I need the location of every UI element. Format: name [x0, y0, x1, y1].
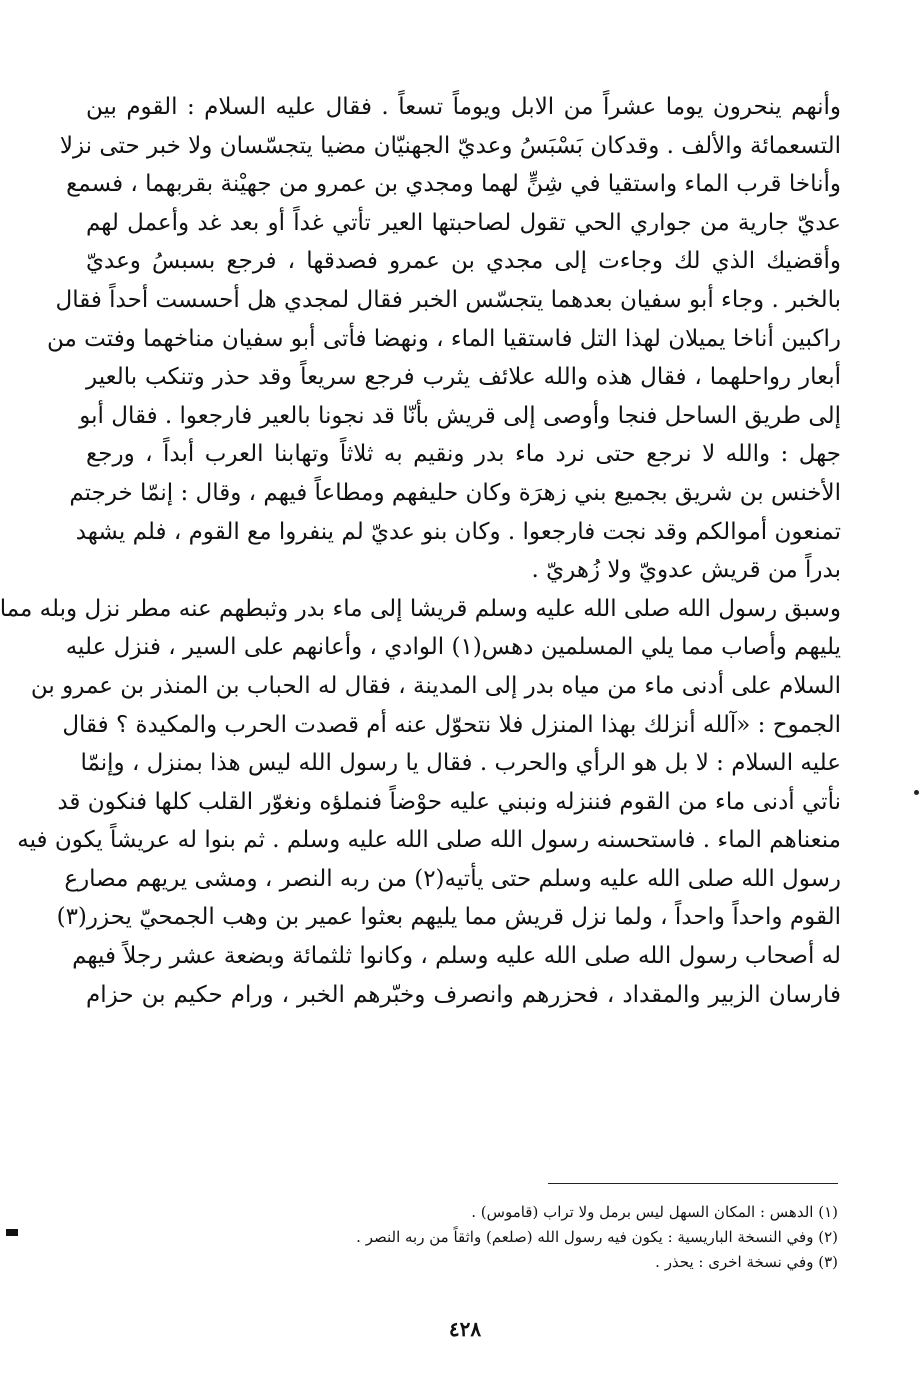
text-line: إلى طريق الساحل فنجا وأوصى إلى قريش بأنّا قد نجونا بالعير فارجعوا . فقال أبو	[79, 402, 841, 429]
text-line: وأناخا قرب الماء واستقيا في شِنٍّ لهما ومجدي بن عمرو من جهيْنة بقربهما ، فسمع	[66, 171, 841, 198]
footnote: (٢) وفي النسخة الباريسية : يكون فيه رسول الله (صلعم) واثقاً من ربه النصر .	[356, 1228, 838, 1246]
text-line: أبعار رواحلهما ، فقال هذه والله علائف يثرب فرجع سريعاً وقد حذر وتنكب بالعير	[86, 364, 841, 391]
text-line: رسول الله صلى الله عليه وسلم حتى يأتيه(٢) من ربه النصر ، ومشى يريهم مصارع	[64, 865, 841, 892]
text-line: له أصحاب رسول الله صلى الله عليه وسلم ، وكانوا ثلثمائة وبضعة عشر رجلاً فيهم	[72, 943, 841, 970]
footnote: (٣) وفي نسخة اخرى : يحذر .	[655, 1253, 838, 1271]
text-line: الجموح : «آلله أنزلك بهذا المنزل فلا نتحوّل عنه أم قصدت الحرب والمكيدة ؟ فقال	[62, 711, 841, 738]
text-line: التسعمائة والألف . وقدكان بَسْبَسُ وعديّ الجهنيّان مضيا يتجسّسان ولا خبر حتى نزلا	[59, 132, 841, 159]
text-line: منعناهم الماء . فاستحسنه رسول الله صلى الله عليه وسلم . ثم بنوا له عريشاً يكون فيه	[17, 827, 841, 854]
text-line: تمنعون أموالكم وقد نجت فارجعوا . وكان بنو عديّ لم ينفروا مع القوم ، فلم يشهد	[75, 518, 841, 545]
text-line: عليه السلام : لا بل هو الرأي والحرب . فقال يا رسول الله ليس هذا بمنزل ، وإنمّا	[80, 750, 841, 777]
text-line: بدراً من قريش عدويّ ولا زُهريّ .	[531, 557, 841, 584]
text-line: عديّ جارية من جواري الحي تقول لصاحبتها العير تأتي غداً أو بعد غد وأعمل لهم	[86, 209, 841, 236]
margin-mark	[6, 1229, 18, 1236]
text-line: وأقضيك الذي لك وجاءت إلى مجدي بن عمرو فصدقها ، فرجع بسبسُ وعديّ	[86, 248, 841, 275]
text-line: وأنهم ينحرون يوما عشراً من الابل ويوماً تسعاً . فقال عليه السلام : القوم بين	[86, 94, 841, 120]
text-line: راكبين أناخا يميلان لهذا التل فاستقيا الماء ، ونهضا فأتى أبو سفيان مناخهما وفتت من	[47, 325, 841, 352]
text-line: فارسان الزبير والمقداد ، فحزرهم وانصرف وخبّرهم الخبر ، ورام حكيم بن حزام	[86, 981, 841, 1008]
text-line: وسبق رسول الله صلى الله عليه وسلم قريشا إلى ماء بدر وثبطهم عنه مطر نزل وبله مما	[0, 595, 841, 622]
text-line: يليهم وأصاب مما يلي المسلمين دهس(١) الوادي ، وأعانهم على السير ، فنزل عليه	[65, 634, 841, 661]
margin-speck	[914, 790, 919, 795]
footnote: (١) الدهس : المكان السهل ليس برمل ولا تراب (قاموس) .	[471, 1203, 838, 1221]
footnote-divider	[548, 1183, 838, 1184]
main-text	[0, 88, 841, 1014]
text-line: بالخبر . وجاء أبو سفيان بعدهما يتجسّس الخبر فقال لمجدي هل أحسست أحداً فقال	[55, 286, 841, 313]
text-line: القوم واحداً واحداً ، ولما نزل قريش مما يليهم بعثوا عمير بن وهب الجمحيّ يحزر(٣)	[56, 904, 841, 931]
page-number: ٤٢٨	[448, 1317, 482, 1341]
text-line: نأتي أدنى ماء من القوم فننزله ونبني عليه حوْضاً فنملؤه ونغوّر القلب كلها فنكون قد	[57, 788, 841, 815]
footnotes	[278, 1200, 838, 1275]
text-line: جهل : والله لا نرجع حتى نرد ماء بدر ونقيم به ثلاثاً وتهابنا العرب أبداً ، ورجع	[86, 441, 841, 468]
text-line: السلام على أدنى ماء من مياه بدر إلى المدينة ، فقال له الحباب بن المنذر بن عمرو بن	[30, 672, 841, 699]
text-line: الأخنس بن شريق بجميع بني زهرَة وكان حليفهم ومطاعاً فيهم ، وقال : إنمّا خرجتم	[69, 479, 841, 506]
